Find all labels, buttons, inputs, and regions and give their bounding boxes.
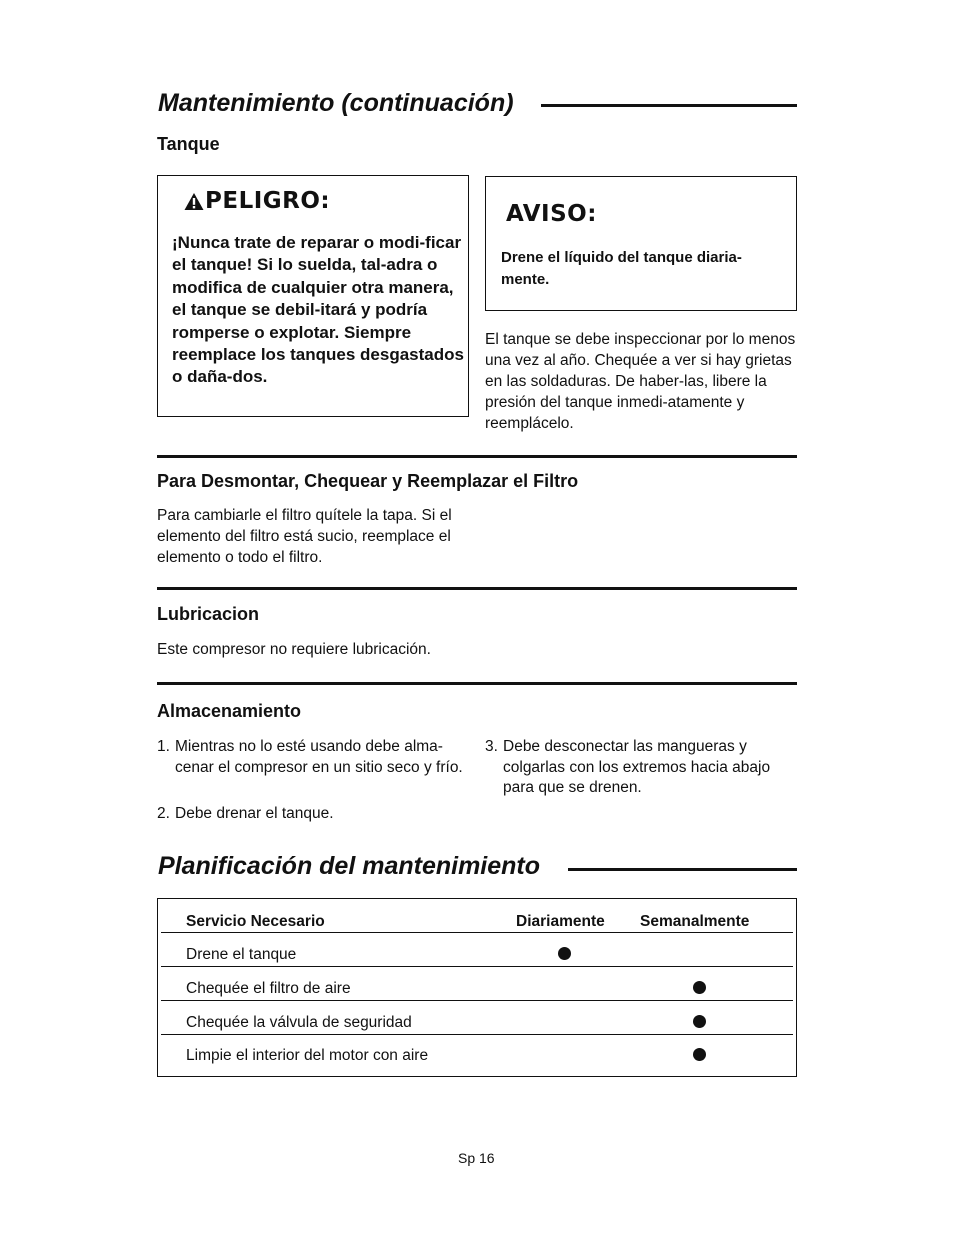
list-number: 1. — [157, 738, 170, 755]
column-header-daily: Diariamente — [516, 913, 605, 930]
service-cell: Chequée la válvula de seguridad — [186, 1014, 412, 1031]
filtro-text: Para cambiarle el filtro quítele la tapa. Si el elemento del filtro está sucio, reemplace el elemento o todo el filtro. — [157, 507, 452, 566]
aviso-box — [485, 176, 797, 311]
peligro-header — [184, 188, 330, 214]
daily-mark-icon — [558, 947, 571, 960]
section-title-planificacion: Planificación del mantenimiento — [158, 852, 541, 880]
peligro-box — [157, 175, 469, 417]
aviso-title: AVISO: — [506, 201, 597, 227]
list-item — [157, 804, 469, 825]
heading-almacenamiento: Almacenamiento — [157, 701, 302, 721]
service-cell: Limpie el interior del motor con aire — [186, 1047, 429, 1064]
list-item — [485, 737, 797, 799]
service-cell: Drene el tanque — [186, 946, 297, 963]
list-text: Debe desconectar las mangueras y colgarlas con los extremos hacia abajo para que se drenen. — [503, 738, 771, 796]
title-rule — [541, 104, 797, 107]
heading-tanque: Tanque — [157, 134, 220, 154]
page-number: Sp 16 — [458, 1150, 495, 1166]
table-row-divider — [161, 1000, 793, 1001]
weekly-mark-icon — [693, 981, 706, 994]
heading-filtro: Para Desmontar, Chequear y Reemplazar el Filtro — [157, 471, 579, 491]
table-row-divider — [161, 1034, 793, 1035]
section-title-mantenimiento: Mantenimiento (continuación) — [158, 89, 514, 117]
list-number: 3. — [485, 738, 498, 755]
service-cell: Chequée el filtro de aire — [186, 980, 351, 997]
list-text: Mientras no lo esté usando debe alma-cenar el compresor en un sitio seco y frío. — [175, 738, 463, 776]
lubricacion-text: Este compresor no requiere lubricación. — [157, 641, 431, 658]
list-text: Debe drenar el tanque. — [175, 805, 334, 822]
list-number: 2. — [157, 805, 170, 822]
weekly-mark-icon — [693, 1048, 706, 1061]
list-item — [157, 737, 469, 778]
section-divider — [157, 455, 797, 458]
tanque-inspection-text: El tanque se debe inspeccionar por lo menos una vez al año. Chequée a ver si hay grietas en las soldaduras. De haber-las, libere la presión del tanque inmedi-atamente y reemplácelo. — [485, 331, 796, 432]
table-row-divider — [161, 932, 793, 933]
warning-triangle-icon — [184, 192, 204, 211]
aviso-text: Drene el líquido del tanque diaria-mente. — [501, 249, 742, 288]
column-header-weekly: Semanalmente — [640, 913, 750, 930]
peligro-title: PELIGRO: — [205, 188, 331, 214]
heading-lubricacion: Lubricacion — [157, 604, 260, 624]
title-rule — [568, 868, 797, 871]
maintenance-schedule-table — [157, 898, 797, 1077]
section-divider — [157, 587, 797, 590]
weekly-mark-icon — [693, 1015, 706, 1028]
section-divider — [157, 682, 797, 685]
peligro-text: ¡Nunca trate de reparar o modi-ficar el tanque! Si lo suelda, tal-adra o modifica de cualquier otra manera, el tanque se debil-itará y podría romperse o explotar. Siempre reemplace los tanques desgastados o daña-dos. — [172, 233, 464, 387]
table-row-divider — [161, 966, 793, 967]
column-header-service: Servicio Necesario — [186, 913, 325, 930]
